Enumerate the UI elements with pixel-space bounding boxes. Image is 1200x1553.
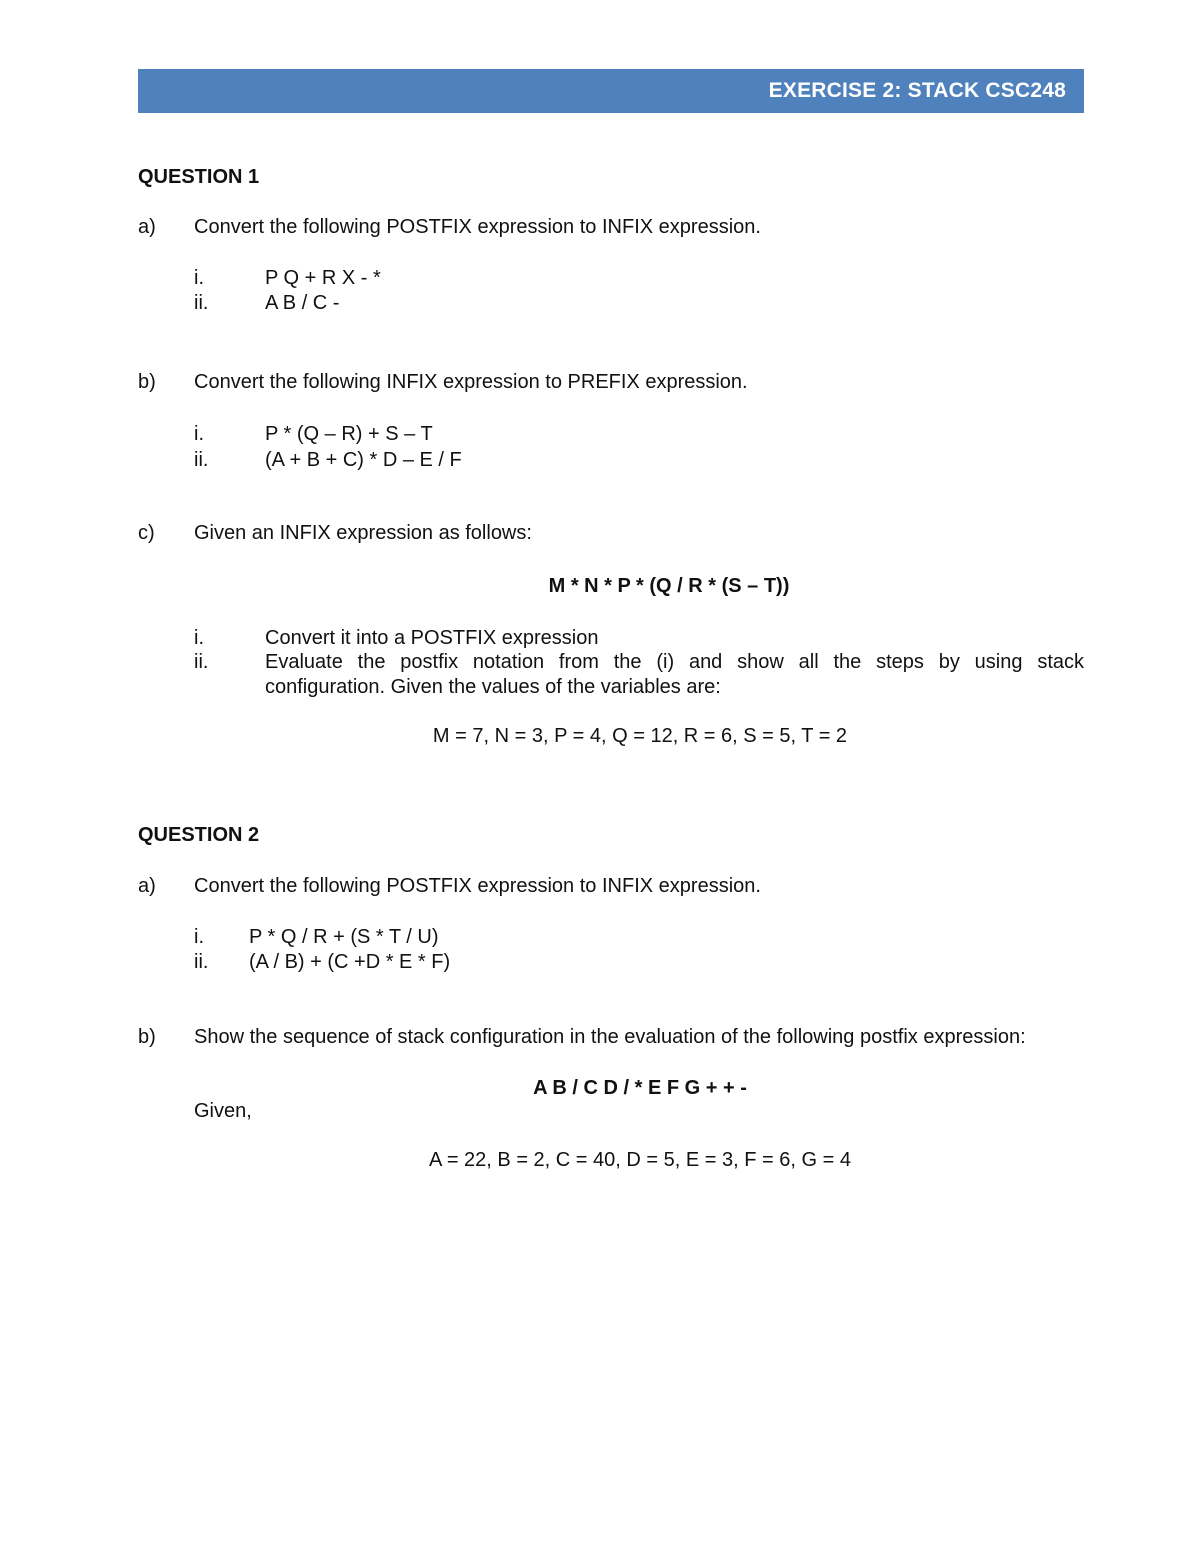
q1a-item-2-num: ii. xyxy=(194,292,209,314)
q1c-item-1-num: i. xyxy=(194,627,204,649)
q1b-item-1-num: i. xyxy=(194,423,204,445)
q1a-item-1-num: i. xyxy=(194,267,204,289)
q1a-prompt: Convert the following POSTFIX expression to INFIX expression. xyxy=(194,216,761,238)
q2b-label: b) xyxy=(138,1026,156,1048)
header-bar xyxy=(138,69,1084,113)
q1c-item-2-line-1: Evaluate the postfix notation from the (i) and show all the steps by using stack xyxy=(265,651,1084,673)
q2b-expression: A B / C D / * E F G + + - xyxy=(533,1077,747,1099)
q2b-variable-values: A = 22, B = 2, C = 40, D = 5, E = 3, F = 6, G = 4 xyxy=(429,1149,851,1171)
q1b-item-2-num: ii. xyxy=(194,449,209,471)
q1c-prompt: Given an INFIX expression as follows: xyxy=(194,522,532,544)
question-1-heading: QUESTION 1 xyxy=(138,166,260,188)
q1b-item-2-expr: (A + B + C) * D – E / F xyxy=(265,449,462,471)
q1c-item-1-text: Convert it into a POSTFIX expression xyxy=(265,627,599,649)
q2b-given: Given, xyxy=(194,1100,252,1122)
q1b-item-1-expr: P * (Q – R) + S – T xyxy=(265,423,433,445)
q1c-variable-values: M = 7, N = 3, P = 4, Q = 12, R = 6, S = 5, T = 2 xyxy=(432,725,848,747)
q2a-item-2-num: ii. xyxy=(194,951,209,973)
q1a-label: a) xyxy=(138,216,156,238)
q2b-prompt: Show the sequence of stack configuration in the evaluation of the following postfix expression: xyxy=(194,1026,1026,1048)
q1b-prompt: Convert the following INFIX expression to PREFIX expression. xyxy=(194,371,748,393)
q2a-item-2-expr: (A / B) + (C +D * E * F) xyxy=(249,951,451,973)
q2a-item-1-num: i. xyxy=(194,926,204,948)
question-2-heading: QUESTION 2 xyxy=(138,824,260,846)
q1c-item-2-line-2: configuration. Given the values of the variables are: xyxy=(265,676,721,698)
q1b-label: b) xyxy=(138,371,156,393)
header-title: EXERCISE 2: STACK CSC248 xyxy=(768,79,1066,102)
q1a-item-1-expr: P Q + R X - * xyxy=(265,267,381,289)
q1c-expression: M * N * P * (Q / R * (S – T)) xyxy=(548,575,790,597)
q2a-label: a) xyxy=(138,875,156,897)
q1a-item-2-expr: A B / C - xyxy=(265,292,340,314)
q2a-item-1-expr: P * Q / R + (S * T / U) xyxy=(249,926,439,948)
q1c-item-2-num: ii. xyxy=(194,651,209,673)
q2a-prompt: Convert the following POSTFIX expression to INFIX expression. xyxy=(194,875,761,897)
q1c-label: c) xyxy=(138,522,155,544)
